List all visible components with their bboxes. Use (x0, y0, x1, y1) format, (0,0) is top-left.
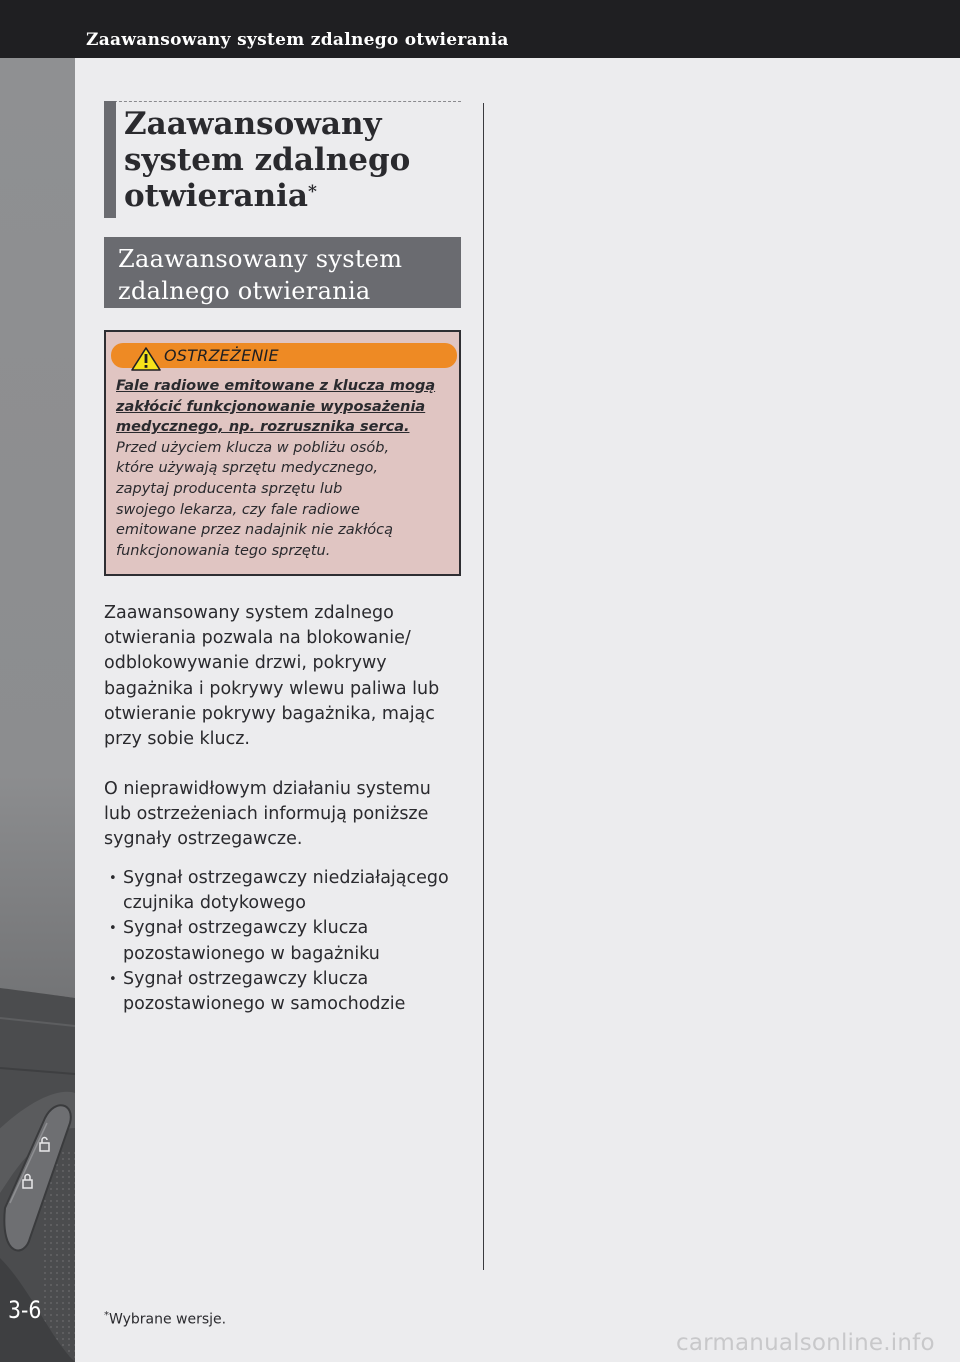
section-heading-last: otwierania (124, 178, 309, 214)
paragraph-line: odblokowywanie drzwi, pokrywy (104, 653, 387, 674)
warning-line: Przed użyciem klucza w pobliżu osób, (116, 439, 390, 456)
paragraph-intro (104, 601, 464, 752)
footnote (104, 1310, 226, 1328)
paragraph-line: O nieprawidłowym działaniu systemu (104, 779, 431, 799)
warning-line: emitowane przez nadajnik nie zakłócą (116, 522, 393, 539)
list-item (104, 967, 464, 1017)
section-heading-line: Zaawansowany (124, 106, 382, 142)
footnote-marker: * (308, 182, 317, 202)
section-heading (124, 106, 454, 214)
subheading-line: Zaawansowany system (118, 245, 403, 273)
list-item-line: czujnika dotykowego (123, 893, 306, 914)
warning-label: OSTRZEŻENIE (164, 346, 279, 365)
paragraph-line: lub ostrzeżeniach informują poniższe (104, 804, 429, 825)
warning-banner (111, 343, 457, 368)
warning-bold-line: Fale radiowe emitowane z klucza mogą (116, 378, 436, 394)
page-header (0, 0, 960, 58)
warning-text (116, 376, 451, 561)
warning-line: zapytaj producenta sprzętu lub (116, 480, 343, 497)
section-heading-line (124, 178, 454, 214)
warning-triangle-icon (131, 347, 161, 371)
warning-bold-line: medycznego, np. rozrusznika serca. (116, 419, 410, 436)
list-item (104, 866, 464, 916)
list-item-line: pozostawionego w samochodzie (123, 994, 406, 1015)
warning-line: swojego lekarza, czy fale radiowe (116, 501, 360, 518)
watermark: carmanualsonline.info (676, 1330, 935, 1356)
column-divider (483, 103, 484, 1270)
paragraph-line: Zaawansowany system zdalnego (104, 603, 394, 623)
paragraph-warnings (104, 777, 464, 853)
paragraph-line: otwierania pozwala na blokowanie/ (104, 628, 411, 649)
subheading-line: zdalnego otwierania (118, 277, 371, 305)
heading-rule (104, 101, 461, 102)
subheading (118, 243, 448, 307)
warning-line: funkcjonowania tego sprzętu. (116, 542, 331, 559)
footnote-text: Wybrane wersje. (109, 1311, 227, 1328)
list-item-line: • Sygnał ostrzegawczy klucza (123, 918, 369, 939)
header-title: Zaawansowany system zdalnego otwierania (86, 30, 509, 50)
paragraph-line: sygnały ostrzegawcze. (104, 829, 303, 850)
section-heading-line: system zdalnego (124, 142, 411, 178)
list-item-line: • Sygnał ostrzegawczy niedziałającego (123, 868, 449, 888)
list-item-line: • Sygnał ostrzegawczy klucza (123, 968, 369, 989)
warning-box (104, 330, 461, 576)
subheading-box (104, 237, 461, 308)
warning-signal-list (104, 866, 464, 1017)
footnote-marker: * (104, 1310, 109, 1321)
paragraph-line: bagażnika i pokrywy wlewu paliwa lub (104, 678, 440, 699)
page-number: 3-6 (8, 1296, 42, 1324)
list-item (104, 916, 464, 966)
door-panel-graphic (0, 58, 75, 1362)
paragraph-line: przy sobie klucz. (104, 729, 250, 750)
warning-line: które używają sprzętu medycznego, (116, 460, 379, 477)
paragraph-line: otwieranie pokrywy bagażnika, mając (104, 703, 435, 724)
sidebar-photo (0, 58, 75, 1362)
list-item-line: pozostawionego w bagażniku (123, 943, 380, 964)
warning-bold-line: zakłócić funkcjonowanie wyposażenia (116, 398, 426, 415)
heading-accent-bar (104, 101, 116, 218)
